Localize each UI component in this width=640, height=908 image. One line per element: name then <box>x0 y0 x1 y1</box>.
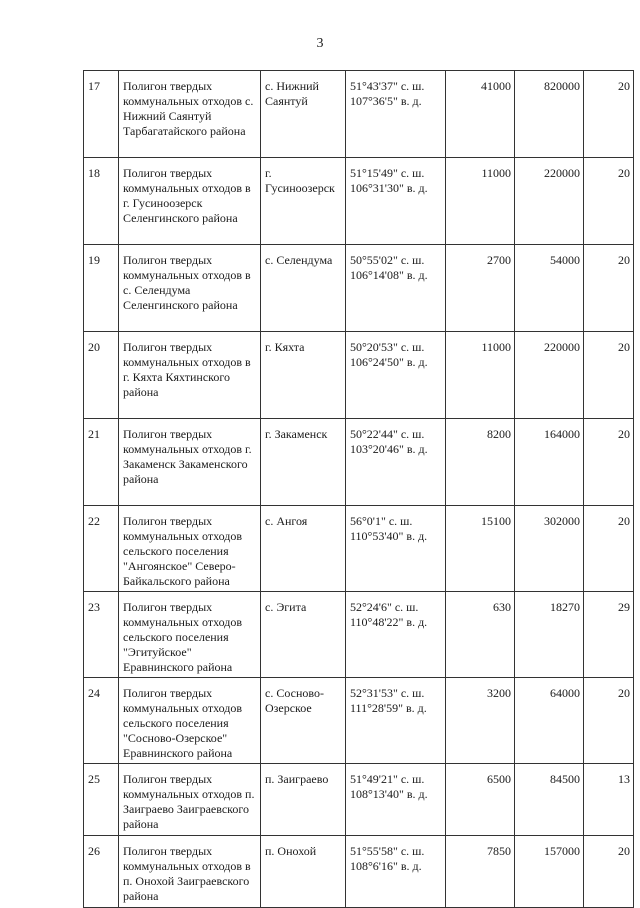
settlement: с. Сосново-Озерское <box>261 678 346 764</box>
facility-name: Полигон твердых коммунальных отходов сельского поселения "Эгитуйское" Еравнинского района <box>119 592 261 678</box>
value-1: 630 <box>446 592 515 678</box>
coordinates <box>346 592 446 678</box>
value-1: 41000 <box>446 71 515 158</box>
table-row <box>84 678 634 764</box>
value-3: 29 <box>584 592 634 678</box>
value-3: 20 <box>584 245 634 332</box>
table-row <box>84 245 634 332</box>
settlement: г. Закаменск <box>261 419 346 506</box>
value-1: 8200 <box>446 419 515 506</box>
coordinates <box>346 71 446 158</box>
latitude: 50°22'44" с. ш. <box>350 427 425 441</box>
value-3: 20 <box>584 836 634 908</box>
longitude: 108°6'16" в. д. <box>350 859 422 873</box>
coordinates <box>346 419 446 506</box>
longitude: 106°14'08" в. д. <box>350 268 428 282</box>
settlement: г. Кяхта <box>261 332 346 419</box>
latitude: 51°43'37" с. ш. <box>350 79 425 93</box>
facility-name: Полигон твердых коммунальных отходов п. Заиграево Заиграевского района <box>119 764 261 836</box>
row-number: 23 <box>84 592 119 678</box>
longitude: 111°28'59" в. д. <box>350 701 427 715</box>
settlement: п. Онохой <box>261 836 346 908</box>
settlement: п. Заиграево <box>261 764 346 836</box>
facility-name: Полигон твердых коммунальных отходов в п. Онохой Заиграевского района <box>119 836 261 908</box>
latitude: 51°15'49" с. ш. <box>350 166 425 180</box>
longitude: 106°24'50" в. д. <box>350 355 428 369</box>
latitude: 50°20'53" с. ш. <box>350 340 425 354</box>
facility-name: Полигон твердых коммунальных отходов г. Закаменск Закаменского района <box>119 419 261 506</box>
coordinates <box>346 764 446 836</box>
latitude: 56°0'1" с. ш. <box>350 514 413 528</box>
longitude: 103°20'46" в. д. <box>350 442 428 456</box>
value-2: 64000 <box>515 678 584 764</box>
value-2: 220000 <box>515 158 584 245</box>
table-row <box>84 158 634 245</box>
row-number: 25 <box>84 764 119 836</box>
value-1: 6500 <box>446 764 515 836</box>
coordinates <box>346 506 446 592</box>
coordinates <box>346 836 446 908</box>
value-2: 220000 <box>515 332 584 419</box>
facility-name: Полигон твердых коммунальных отходов сельского поселения "Ангоянское" Северо-Байкальского района <box>119 506 261 592</box>
coordinates <box>346 245 446 332</box>
facility-name: Полигон твердых коммунальных отходов в г. Гусиноозерск Селенгинского района <box>119 158 261 245</box>
value-2: 84500 <box>515 764 584 836</box>
latitude: 50°55'02" с. ш. <box>350 253 425 267</box>
facility-name: Полигон твердых коммунальных отходов сельского поселения "Сосново-Озерское" Еравнинского района <box>119 678 261 764</box>
table-row <box>84 419 634 506</box>
longitude: 108°13'40" в. д. <box>350 787 428 801</box>
value-3: 20 <box>584 332 634 419</box>
coordinates <box>346 332 446 419</box>
row-number: 21 <box>84 419 119 506</box>
table-row <box>84 592 634 678</box>
latitude: 51°49'21" с. ш. <box>350 772 425 786</box>
value-1: 7850 <box>446 836 515 908</box>
row-number: 20 <box>84 332 119 419</box>
value-1: 3200 <box>446 678 515 764</box>
row-number: 19 <box>84 245 119 332</box>
longitude: 110°53'40" в. д. <box>350 529 428 543</box>
value-1: 11000 <box>446 158 515 245</box>
table-row <box>84 506 634 592</box>
settlement: с. Нижний Саянтуй <box>261 71 346 158</box>
longitude: 107°36'5" в. д. <box>350 94 422 108</box>
row-number: 22 <box>84 506 119 592</box>
value-3: 20 <box>584 71 634 158</box>
settlement: с. Селендума <box>261 245 346 332</box>
latitude: 52°31'53" с. ш. <box>350 686 425 700</box>
value-3: 13 <box>584 764 634 836</box>
facility-name: Полигон твердых коммунальных отходов с. Нижний Саянтуй Тарбагатайского района <box>119 71 261 158</box>
table-row <box>84 332 634 419</box>
coordinates <box>346 678 446 764</box>
table-row <box>84 836 634 908</box>
facility-name: Полигон твердых коммунальных отходов в г. Кяхта Кяхтинского района <box>119 332 261 419</box>
latitude: 52°24'6" с. ш. <box>350 600 419 614</box>
value-2: 820000 <box>515 71 584 158</box>
settlement: с. Эгита <box>261 592 346 678</box>
longitude: 110°48'22" в. д. <box>350 615 428 629</box>
value-1: 15100 <box>446 506 515 592</box>
facility-name: Полигон твердых коммунальных отходов в с. Селендума Селенгинского района <box>119 245 261 332</box>
value-2: 164000 <box>515 419 584 506</box>
coordinates <box>346 158 446 245</box>
settlement: г. Гусиноозерск <box>261 158 346 245</box>
row-number: 18 <box>84 158 119 245</box>
value-2: 54000 <box>515 245 584 332</box>
value-2: 157000 <box>515 836 584 908</box>
value-1: 2700 <box>446 245 515 332</box>
longitude: 106°31'30" в. д. <box>350 181 428 195</box>
table-row <box>84 764 634 836</box>
value-3: 20 <box>584 158 634 245</box>
row-number: 17 <box>84 71 119 158</box>
page-number: 3 <box>316 36 324 51</box>
landfill-table <box>83 70 634 908</box>
value-2: 18270 <box>515 592 584 678</box>
latitude: 51°55'58" с. ш. <box>350 844 425 858</box>
value-2: 302000 <box>515 506 584 592</box>
table-row <box>84 71 634 158</box>
value-1: 11000 <box>446 332 515 419</box>
settlement: с. Ангоя <box>261 506 346 592</box>
value-3: 20 <box>584 506 634 592</box>
row-number: 26 <box>84 836 119 908</box>
value-3: 20 <box>584 419 634 506</box>
value-3: 20 <box>584 678 634 764</box>
row-number: 24 <box>84 678 119 764</box>
